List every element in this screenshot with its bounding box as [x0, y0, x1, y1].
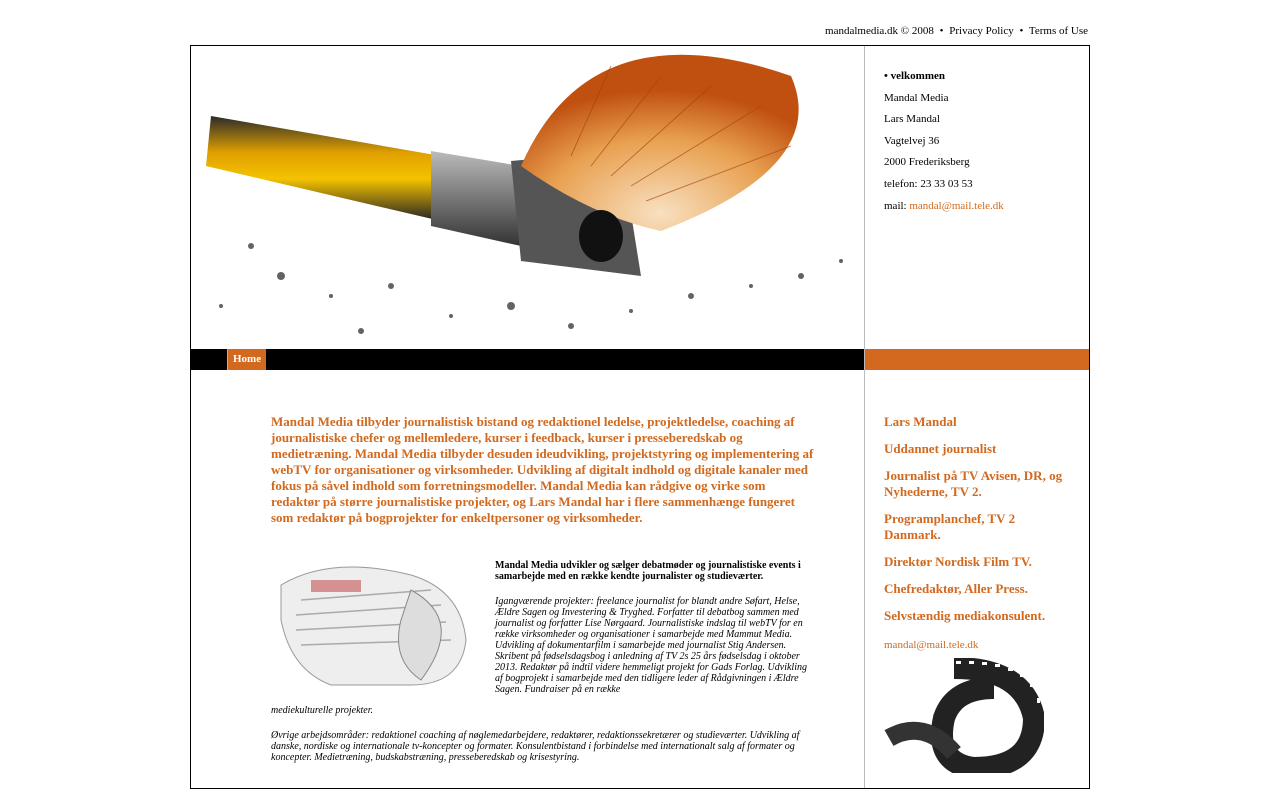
privacy-link[interactable]: Privacy Policy	[949, 25, 1014, 37]
column-divider	[864, 46, 865, 788]
film-reel-image	[884, 658, 1044, 773]
page-frame	[190, 45, 1090, 789]
nav-bar	[191, 349, 864, 370]
company-name: Mandal Media	[884, 91, 949, 104]
bio-item: Journalist på TV Avisen, DR, og Nyhederne, TV 2.	[884, 468, 1063, 499]
other-work-text: Øvrige arbejdsområder: redaktionel coaching af nøglemedarbejdere, redaktører, redaktionssekretærer og studieværter. Udvikling af danske, nordiske og internationale tv-koncepter og formater. Konsulentbistand i forbindelse med internationalt salg af formater og koncepter. Medietræning, budskabstræning, presseberedskab og krisestyring.	[271, 730, 800, 763]
nav-home-button[interactable]: Home	[227, 349, 266, 370]
projects-column	[495, 560, 815, 695]
contact-name: Lars Mandal	[884, 113, 940, 126]
email-link[interactable]: mandal@mail.tele.dk	[909, 199, 1004, 212]
bio-item: Uddannet journalist	[884, 441, 997, 456]
bio-item: Selvstændig mediakonsulent.	[884, 608, 1046, 623]
bio-item: Direktør Nordisk Film TV.	[884, 554, 1032, 569]
separator: •	[1019, 25, 1024, 37]
city-address: 2000 Frederiksberg	[884, 156, 970, 169]
bio-item: Lars Mandal	[884, 414, 957, 429]
email-line	[884, 196, 1004, 218]
separator: •	[939, 25, 944, 37]
sidebar-email-link[interactable]: mandal@mail.tele.dk	[884, 639, 979, 651]
welcome-heading: • velkommen	[884, 70, 945, 82]
contact-block	[884, 66, 1004, 217]
projects-text: Igangværende projekter: freelance journalist for blandt andre Søfart, Helse, Ældre Sagen og Investering & Tryghed. Forfatter til debatbog sammen med journalist og forfatter Lise Nørgaard. Journalistiske indslag til webTV for en række virksomheder og organisationer i samarbejde med Mammut Media. Udvikling af dokumentarfilm i samarbejde med journalist Stig Andersen. Skribent på fødselsdagsbog i anledning af TV 2s 25 års fødselsdag i oktober 2013. Redaktør på indtil videre hemmeligt projekt for Gads Forlag. Udvikling af bogprojekt i samarbejde med den tidligere leder af Rådgivningen i Ældre Sagen. Fundraiser på en række	[495, 596, 807, 695]
terms-link[interactable]: Terms of Use	[1028, 25, 1088, 37]
events-text: Mandal Media udvikler og sælger debatmøder og journalistiske events i samarbejde med en række kendte journalister og studieværter.	[495, 560, 801, 582]
bio-item: Programplanchef, TV 2 Danmark.	[884, 511, 1016, 542]
intro-text: Mandal Media tilbyder journalistisk bistand og redaktionel ledelse, projektledelse, coaching af journalistiske chefer og mellemledere, kurser i feedback, kurser i presseberedskab og medietræning. Mandal Media tilbyder desuden ideudvikling, projektstyring og implementering af webTV for organisationer og virksomheder. Udvikling af digitalt indhold og digitale kanaler med fokus på såvel indhold som forretningsmodeller. Mandal Media kan rådgive og virke som redaktør på større journalistiske projekter, og Lars Mandal har i flere sammenhænge fungeret som redaktør på bogprojekter for enkeltpersoner og virksomheder.	[271, 414, 814, 525]
newspaper-image	[271, 560, 471, 690]
hero-pencil-image	[191, 46, 864, 349]
projects-tail-text: mediekulturelle projekter.	[271, 705, 374, 716]
copyright: mandalmedia.dk © 2008	[825, 25, 934, 37]
main-content	[271, 414, 816, 730]
bio-item: Chefredaktør, Aller Press.	[884, 581, 1028, 596]
accent-bar	[865, 349, 1089, 370]
street-address: Vagtelvej 36	[884, 134, 940, 147]
top-links	[825, 25, 1088, 37]
phone-number: telefon: 23 33 03 53	[884, 177, 973, 190]
email-label: mail:	[884, 199, 907, 212]
bio-sidebar	[884, 414, 1074, 653]
